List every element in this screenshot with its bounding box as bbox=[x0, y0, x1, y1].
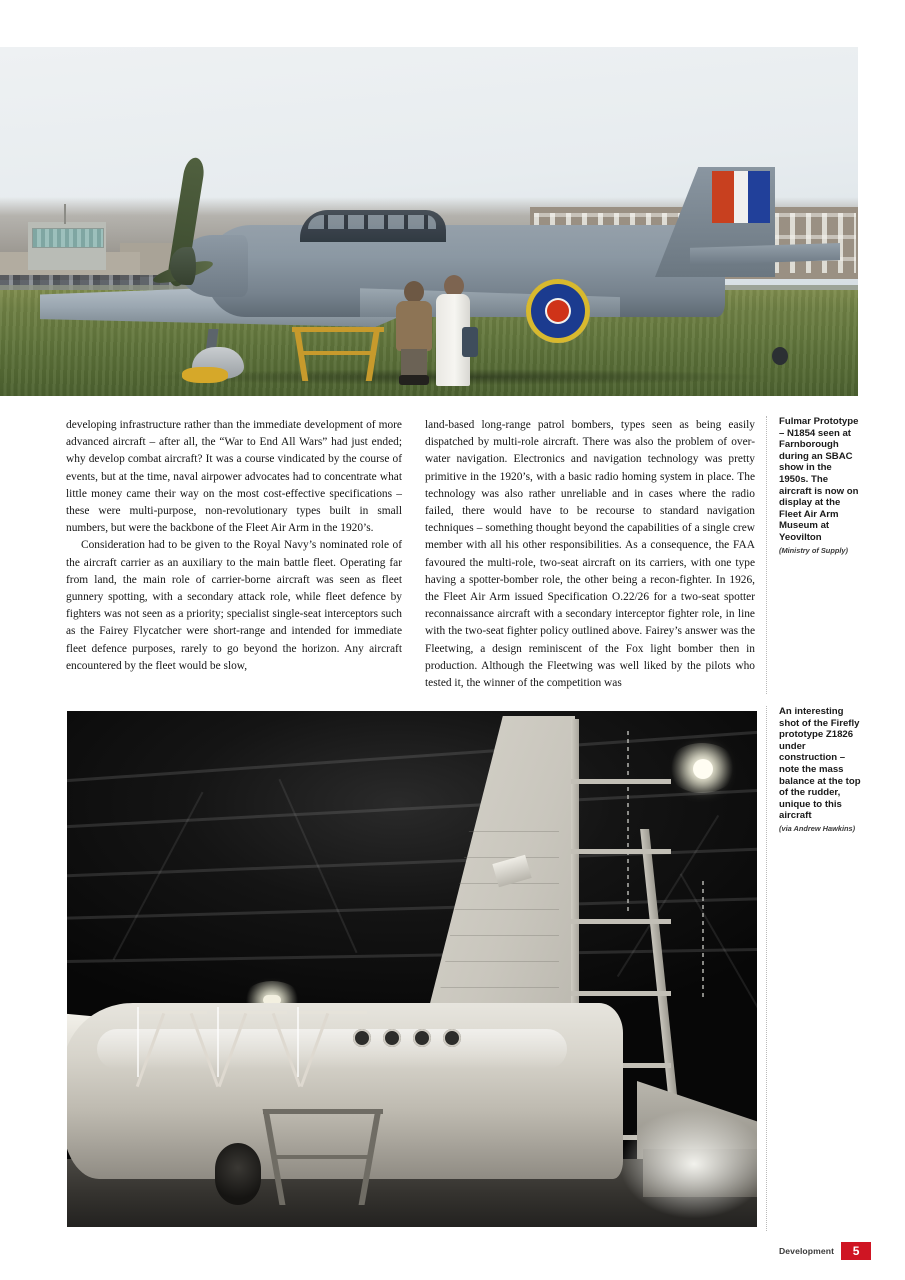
aircraft-canopy bbox=[300, 210, 446, 242]
maintenance-trestle bbox=[292, 327, 384, 381]
light-flare bbox=[619, 1109, 757, 1219]
fuselage-rib bbox=[217, 1007, 219, 1077]
caption-firefly-construction bbox=[779, 706, 863, 833]
trestle-beam bbox=[263, 1109, 383, 1114]
caption-fulmar-prototype bbox=[779, 416, 863, 555]
tailwheel bbox=[772, 347, 788, 365]
paragraph: Consideration had to be given to the Royal Navy’s nominated role of the aircraft carrier as an auxiliary to the main battle fleet. Operating far from land, the main role of carrier-borne aircraft was seen as fleet gunnery spotting, with a secondary attack role, while fleet defence by fighters was not seen as a priority; specialist single-seat interceptors such as the Fairey Flycatcher were short-range and intended for immediate fleet defence purposes, rarely to go beyond the horizon. Any aircraft encountered by the fleet would be slow, bbox=[66, 539, 402, 672]
person-head bbox=[404, 281, 424, 303]
paragraph: land-based long-range patrol bombers, types seen as being easily dispatched by multi-role aircraft. There was also the problem of over-water navigation. Electronics and navigation technology was pretty primitive in the 1920’s, with a basic radio homing system in place. The technology was also rather unreliable and in cases where the radio failed, there would have to be recourse to standard navigation techniques – something thought beyond the capabilities of a single crew member with all his other responsibilities. As a consequence, the FAA favoured the multi-role, two-seat aircraft on its carriers, with one type having a spotter-bomber role, the other being a recon-fighter. In 1926, the Fleet Air Arm issued Specification O.22/26 for a two-seat spotter reconnaissance aircraft with a secondary interceptor fighter role, in line with the two-seat fighter policy outlined above. Fairey’s answer was the Fleetwing, a design reminiscent of the Fox light bomber then in production. Although the Fleetwing was well liked by the pilots who tested it, the winner of the competition was bbox=[425, 419, 755, 690]
antenna-mast bbox=[64, 204, 66, 224]
rudder-rib bbox=[571, 849, 671, 854]
lightening-hole bbox=[353, 1029, 371, 1047]
person-torso bbox=[396, 301, 432, 351]
footer-section-label: Development bbox=[779, 1246, 835, 1256]
paragraph: developing infrastructure rather than the immediate development of more advanced aircraft – after all, the “War to End All Wars” had just ended; why develop combat aircraft? It was a course vindicated by the course of events, but at the time, naval airpower advocates had to concentrate what little money came their way on the most cost-effective specifications – these were multi-purpose, non-revolutionary types built in small numbers, but were the backbone of the Fleet Air Arm in the 1920’s. bbox=[66, 419, 402, 535]
caption-text: Fulmar Prototype – N1854 seen at Farnborough during an SBAC show in the 1950s. The aircraft is now on display at the Fleet Air Arm Museum at Yeovilton bbox=[779, 416, 859, 543]
trestle-crossbar bbox=[300, 351, 376, 355]
caption-text: An interesting shot of the Firefly prototype Z1826 under construction – note the mass balance at the top of the rudder, unique to this aircraft bbox=[779, 706, 861, 822]
trestle-crossbar bbox=[275, 1155, 369, 1159]
body-text-left-column bbox=[66, 417, 402, 675]
firefly-construction-photo bbox=[67, 711, 757, 1227]
main-wheel bbox=[215, 1143, 261, 1205]
rudder-rib bbox=[571, 919, 671, 924]
lightening-hole bbox=[413, 1029, 431, 1047]
rudder-rib bbox=[571, 779, 671, 784]
body-text-right-column bbox=[425, 417, 755, 692]
page-footer bbox=[779, 1240, 905, 1262]
fin-flash-marking bbox=[712, 171, 770, 223]
support-trestle bbox=[263, 1109, 383, 1205]
fuselage-rib bbox=[297, 1007, 299, 1077]
propeller-spinner bbox=[170, 247, 196, 285]
control-tower bbox=[28, 222, 106, 270]
raf-roundel-icon bbox=[526, 279, 590, 343]
rudder-rib bbox=[571, 991, 671, 996]
lightening-hole bbox=[443, 1029, 461, 1047]
person-legs bbox=[401, 349, 427, 377]
person-in-white-coat bbox=[436, 275, 472, 387]
wheel-chock bbox=[182, 367, 228, 383]
person-shoes bbox=[399, 375, 429, 385]
lightening-hole bbox=[383, 1029, 401, 1047]
fulmar-prototype-photo bbox=[0, 47, 858, 396]
trestle-beam bbox=[292, 327, 384, 332]
page-number-badge: 5 bbox=[841, 1242, 871, 1260]
fuselage-rib bbox=[137, 1007, 139, 1077]
person-in-brown-suit bbox=[395, 281, 433, 385]
fuselage-frame-bay bbox=[137, 1011, 207, 1080]
control-tower-glazing bbox=[32, 228, 104, 248]
sidebar-divider-top bbox=[766, 416, 767, 694]
hoist-chain bbox=[702, 881, 704, 1001]
ceiling-lamp bbox=[693, 759, 713, 779]
shoulder-bag bbox=[462, 327, 478, 357]
caption-credit: (via Andrew Hawkins) bbox=[779, 823, 856, 833]
caption-credit: (Ministry of Supply) bbox=[779, 545, 848, 555]
sidebar-divider-bottom bbox=[766, 706, 767, 1231]
